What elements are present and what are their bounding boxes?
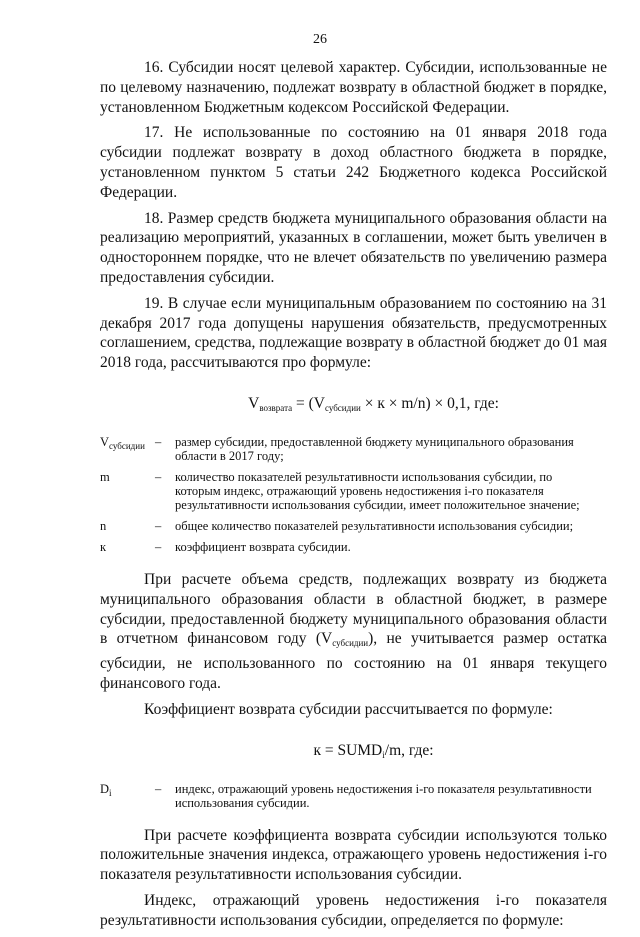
return-formula — [100, 395, 607, 413]
definitions-list-2 — [100, 782, 607, 810]
document-body — [100, 58, 607, 937]
definition-text: индекс, отражающий уровень недостижения i-го показателя результативности использования субсидии. — [175, 781, 592, 810]
definitions-list-1 — [100, 435, 607, 554]
coefficient-formula — [100, 742, 607, 760]
definition-symbol: $V_{субсидии}$ — [100, 434, 145, 451]
paragraph-calculation: При расчете объема средств, подлежащих возврату из бюджета муниципального образования области в областной бюджет, в размере субсидии, предоставленной бюджету муниципального образования области в отчетном финансовом году $(V_{субсидии})$, не учитывается размер остатка субсидии, не использованного по состоянию на 01 января текущего финансового года. — [100, 570, 607, 692]
definition-dash: – — [155, 539, 162, 554]
definition-dash: – — [155, 518, 162, 533]
definition-text: количество показателей результативности использования субсидии, по которым индекс, отражающий уровень недостижения i-го показателя результативности использования субсидии, имеет положительное значение; — [175, 469, 580, 512]
definition-d-i — [100, 782, 607, 810]
paragraph-positive-values: При расчете коэффициента возврата субсидии используются только положительные значения индекса, отражающего уровень недостижения i-го показателя результативности использования субсидии. — [100, 826, 607, 884]
paragraph-18: 18. Размер средств бюджета муниципального образования области на реализацию мероприятий, указанных в соглашении, может быть увеличен в одностороннем порядке, что не влечет обязательств по увеличению размера предоставления субсидии. — [100, 209, 607, 286]
definition-symbol: $D_i$ — [100, 781, 112, 798]
definition-text: общее количество показателей результативности использования субсидии; — [175, 518, 574, 533]
formula-rest: × к × m/n) × 0,1, где: — [360, 394, 499, 412]
formula-eq: = (V — [292, 394, 325, 412]
definition-text: коэффициент возврата субсидии. — [175, 539, 351, 554]
definition-dash: – — [155, 781, 162, 796]
definition-m — [100, 470, 607, 512]
definition-symbol: m — [100, 469, 110, 484]
definition-text: размер субсидии, предоставленной бюджету муниципального образования области в 2017 году; — [175, 434, 574, 463]
paragraph-index-formula: Индекс, отражающий уровень недостижения i-го показателя результативности использования субсидии, определяется по формуле: — [100, 891, 607, 929]
page-number: 26 — [313, 32, 327, 47]
formula-v-sub: возврата — [259, 402, 293, 413]
formula2-before: к = SUMD — [313, 741, 383, 759]
paragraph-16: 16. Субсидии носят целевой характер. Субсидии, использованные не по целевому назначению, подлежат возврату в областной бюджет в порядке, установленном Бюджетным кодексом Российской Федерации. — [100, 59, 607, 116]
definition-dash: – — [155, 469, 162, 484]
paragraph-coefficient: Коэффициент возврата субсидии рассчитывается по формуле: — [144, 700, 553, 718]
definition-v-subsidy — [100, 435, 607, 463]
formula-v: V — [248, 394, 260, 412]
paragraph-17: 17. Не использованные по состоянию на 01 января 2018 года субсидии подлежат возврату в доход областного бюджета в порядке, установленном пунктом 5 статьи 242 Бюджетного кодекса Российской Федерации. — [100, 124, 607, 201]
formula-subsidy-sub: субсидии — [324, 402, 361, 413]
definition-symbol: к — [100, 539, 107, 554]
definition-dash: – — [155, 434, 162, 449]
definition-symbol: n — [100, 518, 107, 533]
formula2-sub: i — [382, 749, 385, 760]
formula2-after: /m, где: — [384, 741, 434, 759]
paragraph-19: 19. В случае если муниципальным образованием по состоянию на 31 декабря 2017 года допущены нарушения обязательств, предусмотренных соглашением, средства, подлежащие возврату в областной бюджет до 01 мая 2018 года, рассчитываются про формуле: — [100, 294, 607, 372]
definition-k — [100, 540, 607, 554]
definition-n — [100, 519, 607, 533]
